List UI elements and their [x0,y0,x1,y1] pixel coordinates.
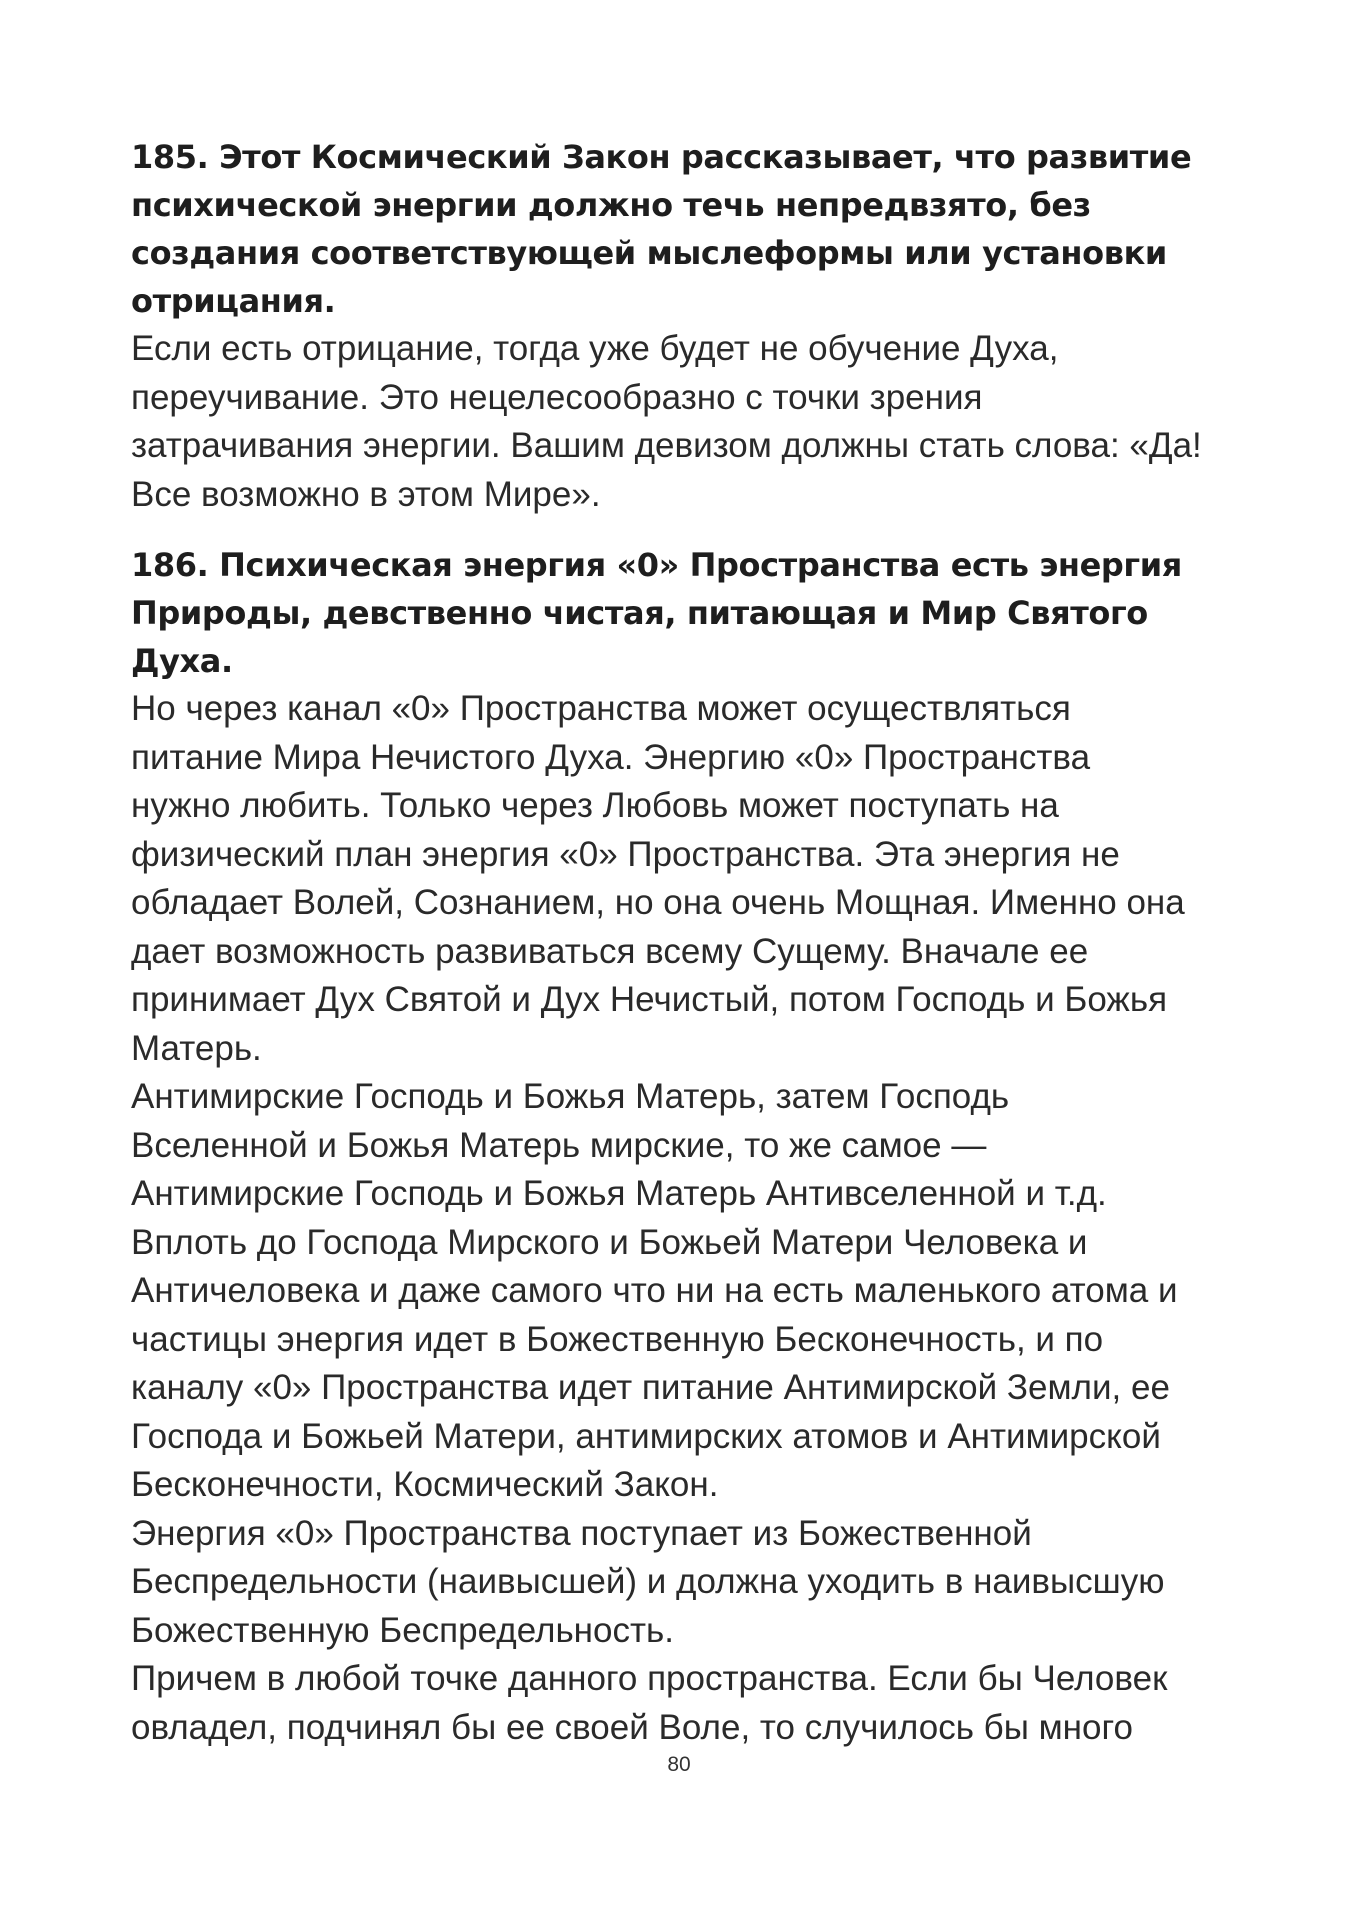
section-heading [131,541,1251,685]
page-number: 80 [667,1753,691,1776]
text-line: Но через канал «0» Пространства может осуществляться [131,689,1071,728]
text-line: Бесконечности, Космический Закон. [131,1465,719,1504]
heading-line: 186. Психическая энергия «0» Пространства есть энергия [131,546,1182,584]
paragraph [131,325,1251,519]
text-line: Антимирские Господь и Божья Матерь Антивселенной и т.д. [131,1174,1107,1213]
text-line: принимает Дух Святой и Дух Нечистый, потом Господь и Божья [131,980,1168,1019]
text-line: дает возможность развиваться всему Сущему. Вначале ее [131,931,1089,971]
text-line: Энергия «0» Пространства поступает из Божественной [131,1513,1032,1553]
text-line: переучивание. Это нецелесообразно с точки зрения [131,377,983,417]
paragraph [131,1073,1251,1510]
heading-line: психической энергии должно течь непредвзято, без [131,186,1091,224]
heading-line: отрицания. [131,282,336,320]
text-line: нужно любить. Только через Любовь может поступать на [131,786,1059,825]
text-line: Антимирские Господь и Божья Матерь, затем Господь [131,1077,1010,1116]
text-line: Вселенной и Божья Матерь мирские, то же самое — [131,1125,987,1165]
text-line: Причем в любой точке данного пространства. Если бы Человек [131,1659,1168,1698]
section-185 [131,133,1251,519]
text-line: физический план энергия «0» Пространства. Эта энергия не [131,834,1120,874]
heading-line: Духа. [131,642,233,680]
text-line: Античеловека и даже самого что ни на есть маленького атома и [131,1271,1178,1310]
text-line: овладел, подчинял бы ее своей Воле, то случилось бы много [131,1707,1133,1747]
text-line: каналу «0» Пространства идет питание Антимирской Земли, ее [131,1368,1170,1407]
text-line: питание Мира Нечистого Духа. Энергию «0» Пространства [131,737,1091,777]
text-line: Матерь. [131,1028,262,1068]
heading-line: 185. Этот Космический Закон рассказывает, что развитие [131,138,1192,176]
text-line: Если есть отрицание, тогда уже будет не обучение Духа, [131,329,1059,368]
document-page [131,133,1251,1774]
heading-line: Природы, девственно чистая, питающая и Мир Святого [131,594,1148,632]
paragraph [131,1510,1251,1656]
text-line: Божественную Беспредельность. [131,1610,674,1650]
text-line: обладает Волей, Сознанием, но она очень Мощная. Именно она [131,883,1185,922]
heading-line: создания соответствующей мыслеформы или установки [131,234,1167,272]
text-line: Все возможно в этом Мире». [131,474,601,514]
text-line: затрачивания энергии. Вашим девизом должны стать слова: «Да! [131,426,1202,465]
section-heading [131,133,1251,325]
text-line: Вплоть до Господа Мирского и Божьей Матери Человека и [131,1222,1088,1262]
text-line: Беспредельности (наивысшей) и должна уходить в наивысшую [131,1562,1165,1601]
paragraph [131,685,1251,1073]
paragraph [131,1655,1251,1752]
text-line: частицы энергия идет в Божественную Бесконечность, и по [131,1319,1104,1359]
section-186 [131,541,1251,1752]
text-line: Господа и Божьей Матери, антимирских атомов и Антимирской [131,1416,1161,1456]
